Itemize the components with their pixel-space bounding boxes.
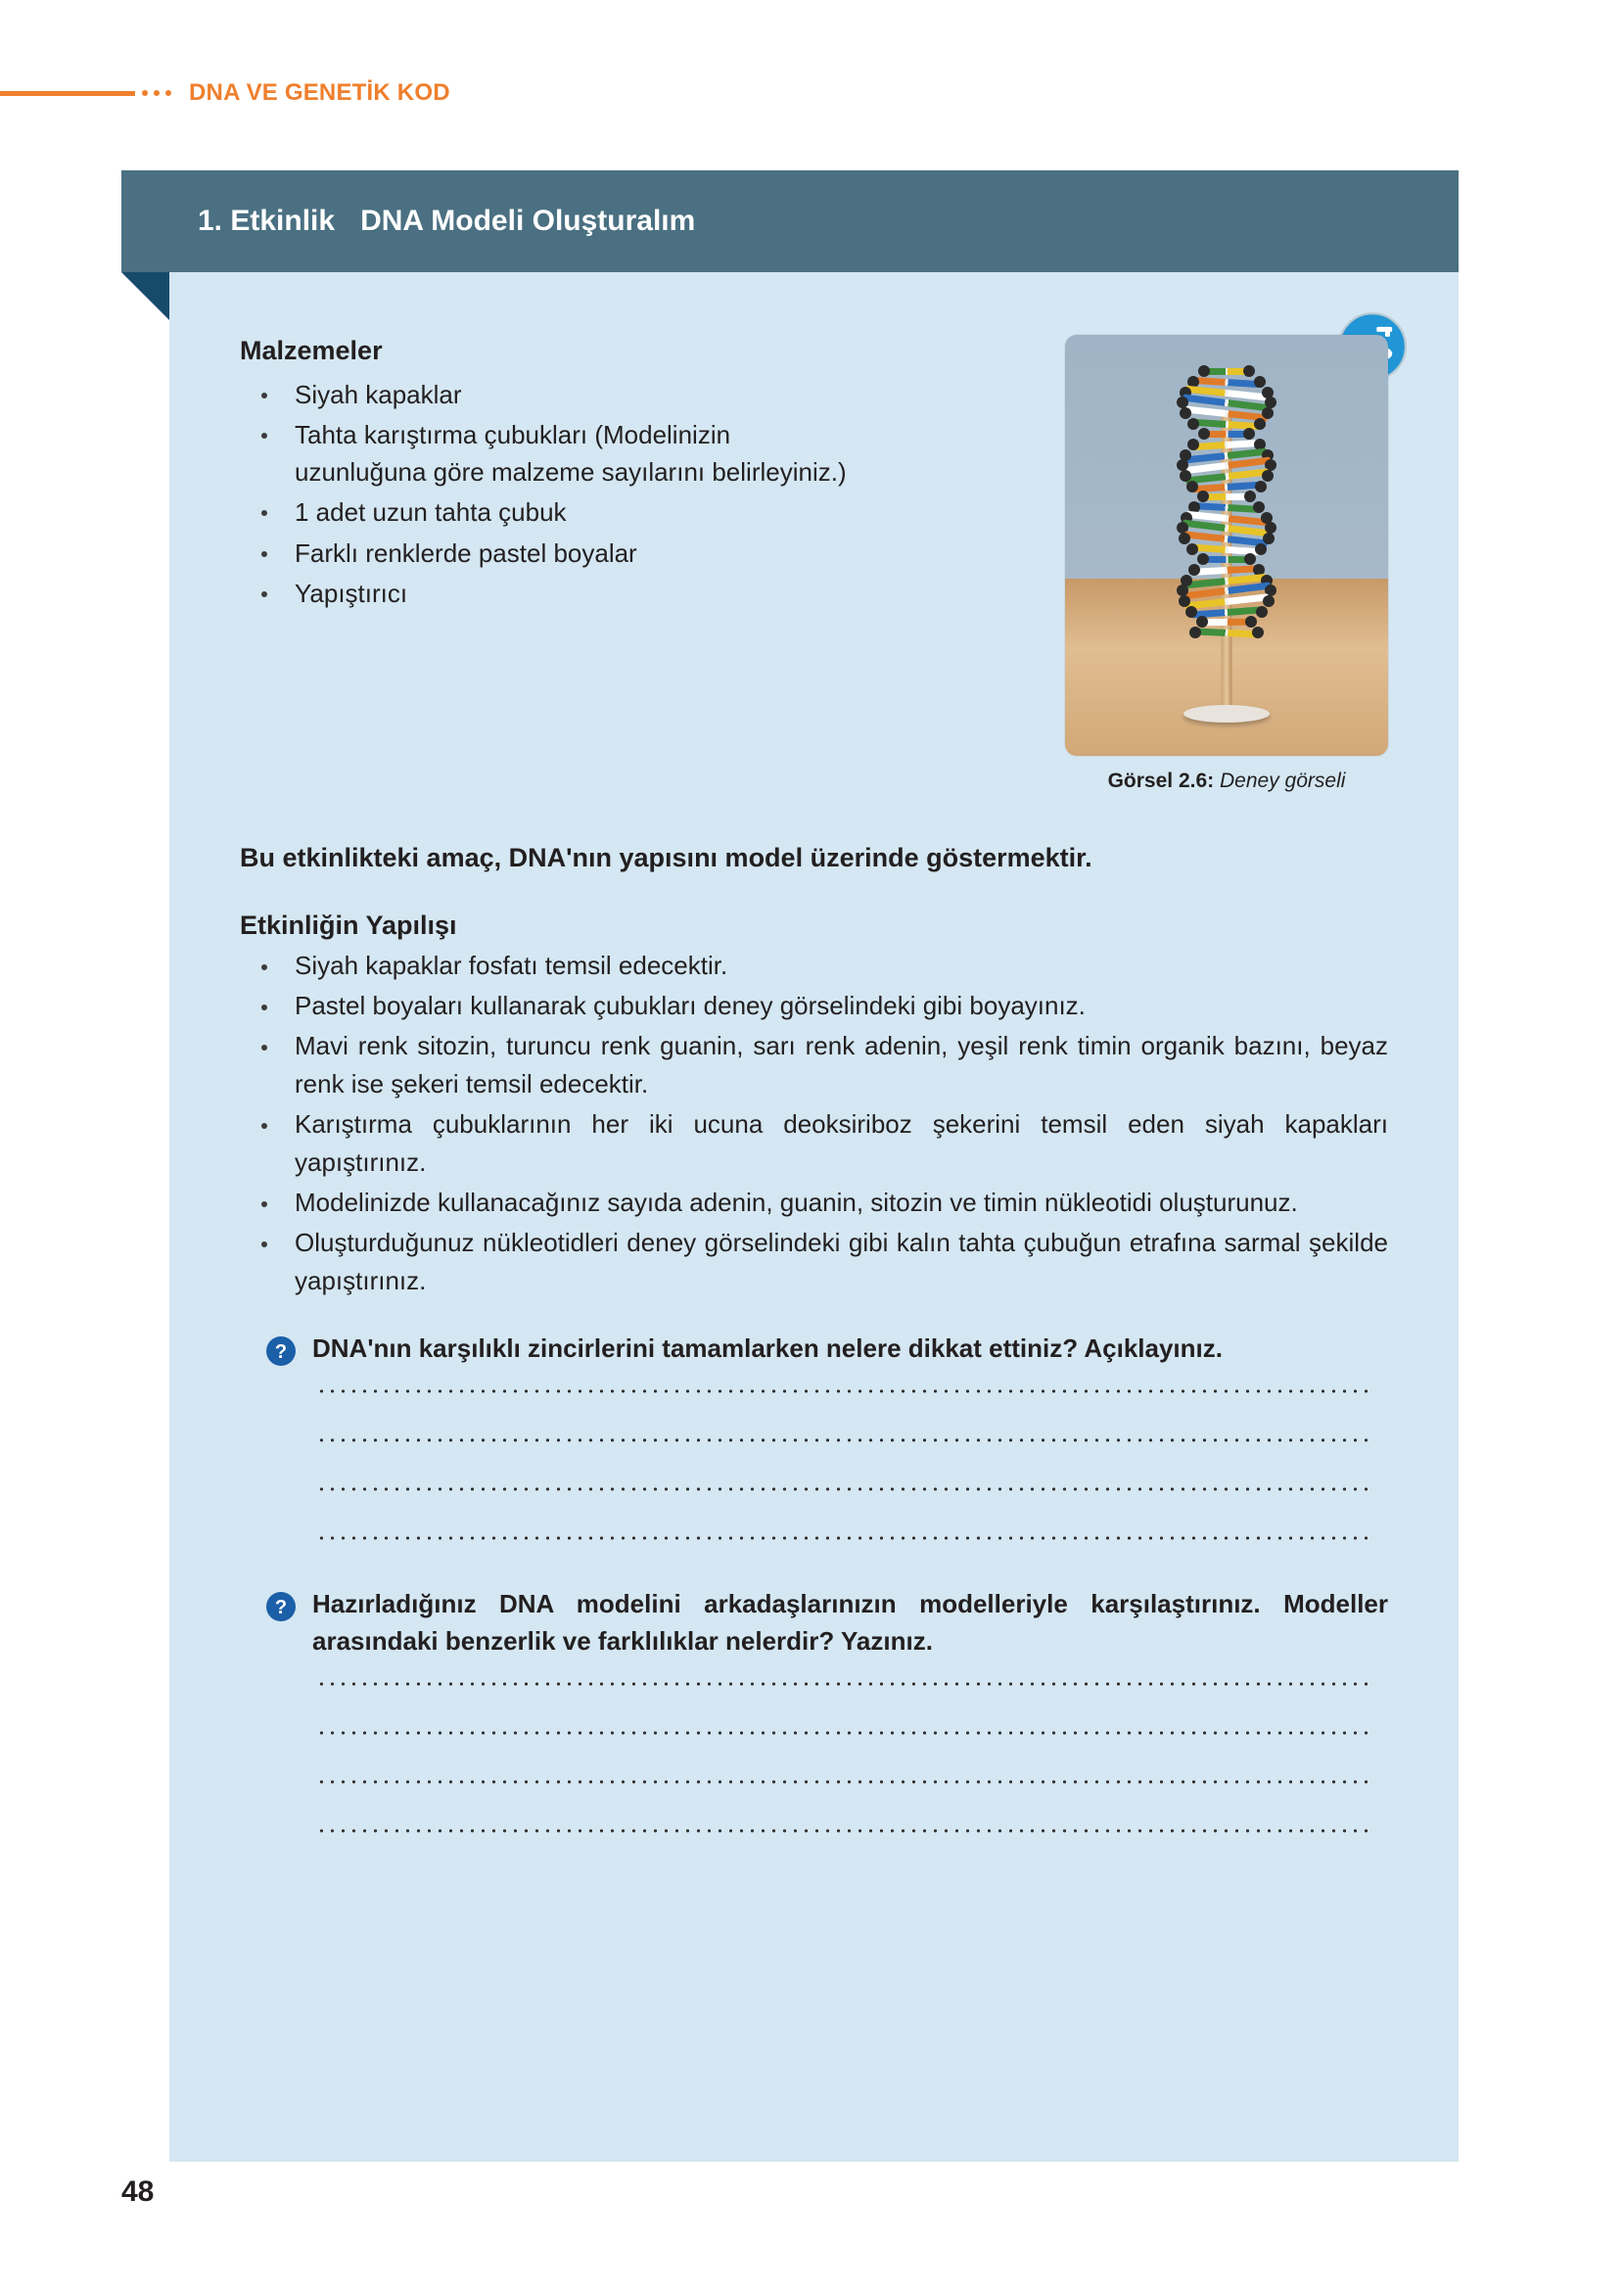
list-item: Tahta karıştırma çubukları (Modelinizin uzunluğuna göre malzeme sayılarını belirleyiniz.) bbox=[240, 416, 866, 491]
question-2-text: Hazırladığınız DNA modelini arkadaşlarınızın modelleriyle karşılaştırınız. Modeller arasındaki benzerlik ve farklılıklar nelerdir? Yazınız. bbox=[312, 1588, 1388, 1657]
question-block-2 bbox=[240, 1585, 1388, 1833]
corner-fold-decoration bbox=[121, 272, 169, 320]
activity-number: 1. Etkinlik bbox=[198, 205, 336, 237]
page-number: 48 bbox=[121, 2175, 155, 2208]
running-head-rule bbox=[0, 91, 135, 96]
running-head bbox=[0, 80, 1624, 106]
materials-list bbox=[240, 376, 866, 612]
svg-text:?: ? bbox=[274, 1341, 288, 1364]
activity-body bbox=[169, 272, 1459, 2162]
list-item: Modelinizde kullanacağınız sayıda adenin, guanin, sitozin ve timin nükleotidi oluşturunuz. bbox=[240, 1184, 1388, 1222]
question-2 bbox=[240, 1585, 1388, 1660]
list-item: Oluşturduğunuz nükleotidleri deney görselindeki gibi kalın tahta çubuğun etrafına sarmal şekilde yapıştırınız. bbox=[240, 1224, 1388, 1300]
list-item: Siyah kapaklar fosfatı temsil edecektir. bbox=[240, 947, 1388, 985]
answer-line[interactable] bbox=[316, 1682, 1370, 1686]
procedure-heading: Etkinliğin Yapılışı bbox=[240, 911, 457, 941]
question-block-1 bbox=[240, 1330, 1388, 1539]
question-mark-icon bbox=[265, 1591, 297, 1622]
answer-line[interactable] bbox=[316, 1780, 1370, 1784]
figure-block bbox=[1065, 335, 1388, 793]
answer-lines-2[interactable] bbox=[240, 1682, 1388, 1833]
figure-caption bbox=[1065, 770, 1388, 793]
procedure-list bbox=[240, 947, 1388, 1300]
dna-model-photo bbox=[1065, 335, 1388, 756]
answer-line[interactable] bbox=[316, 1731, 1370, 1735]
question-mark-icon bbox=[265, 1335, 297, 1367]
list-item: Mavi renk sitozin, turuncu renk guanin, sarı renk adenin, yeşil renk timin organik bazını, beyaz renk ise şekeri temsil edecektir. bbox=[240, 1027, 1388, 1103]
materials-and-figure-row bbox=[240, 335, 1388, 793]
list-item: Pastel boyaları kullanarak çubukları deney görselindeki gibi boyayınız. bbox=[240, 987, 1388, 1025]
materials-section bbox=[240, 335, 866, 615]
purpose-statement: Bu etkinlikteki amaç, DNA'nın yapısını model üzerinde göstermektir. bbox=[240, 843, 1092, 872]
materials-heading: Malzemeler bbox=[240, 336, 383, 365]
answer-line[interactable] bbox=[316, 1829, 1370, 1833]
list-item: Karıştırma çubuklarının her iki ucuna deoksiriboz şekerini temsil eden siyah kapakları yapıştırınız. bbox=[240, 1105, 1388, 1182]
list-item: Farklı renklerde pastel boyalar bbox=[240, 535, 866, 572]
figure-caption-label: Görsel 2.6: bbox=[1107, 770, 1215, 792]
list-item: 1 adet uzun tahta çubuk bbox=[240, 493, 866, 531]
activity-title: DNA Modeli Oluşturalım bbox=[360, 205, 696, 237]
svg-text:?: ? bbox=[274, 1596, 288, 1618]
activity-title-bar bbox=[121, 170, 1459, 272]
answer-line[interactable] bbox=[316, 1389, 1370, 1393]
figure-caption-text: Deney görseli bbox=[1220, 770, 1346, 792]
question-1 bbox=[240, 1330, 1388, 1367]
answer-lines-1[interactable] bbox=[240, 1389, 1388, 1540]
answer-line[interactable] bbox=[316, 1487, 1370, 1491]
running-head-label: DNA VE GENETİK KOD bbox=[189, 79, 450, 106]
activity-card bbox=[121, 170, 1459, 2162]
question-1-text: DNA'nın karşılıklı zincirlerini tamamlarken nelere dikkat ettiniz? Açıklayınız. bbox=[312, 1333, 1223, 1364]
list-item: Siyah kapaklar bbox=[240, 376, 866, 413]
answer-line[interactable] bbox=[316, 1536, 1370, 1540]
answer-line[interactable] bbox=[316, 1438, 1370, 1442]
ellipsis-icon bbox=[142, 90, 171, 96]
list-item: Yapıştırıcı bbox=[240, 575, 866, 612]
